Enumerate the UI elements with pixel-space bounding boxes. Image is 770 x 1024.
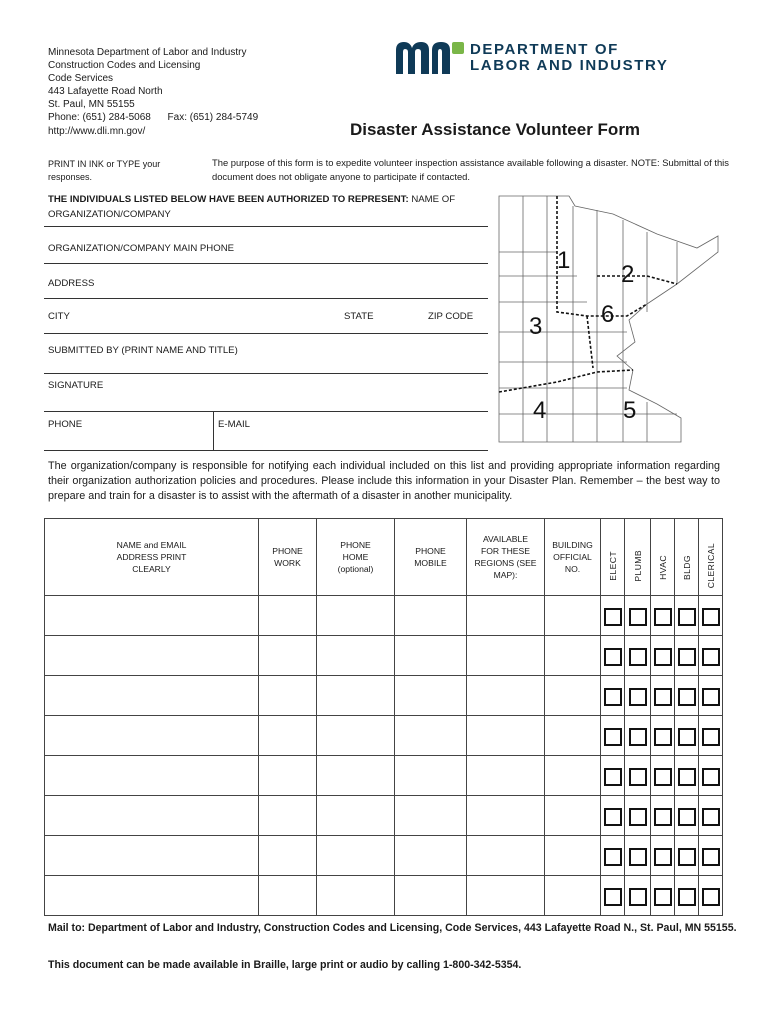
elect-checkbox[interactable]: [604, 768, 622, 786]
col-header-official: BUILDING OFFICIAL NO.: [545, 519, 601, 596]
submitted-by-label: SUBMITTED BY (PRINT NAME AND TITLE): [48, 345, 238, 356]
table-header-row: [45, 519, 723, 596]
hvac-checkbox[interactable]: [654, 728, 672, 746]
plumb-checkbox[interactable]: [629, 648, 647, 666]
dli-logo: [394, 40, 694, 80]
cell-bldg: [675, 676, 699, 716]
responsibility-paragraph: The organization/company is responsible for notifying each individual included on this list and providing appropriate information regarding their organization authorization policies and procedures. Please include this information in your Disaster Plan. Remember – the best way to prepare and train for a disaster is to assist with the aftermath of a disaster in another municipality.: [48, 460, 720, 502]
braille-notice: This document can be made available in Braille, large print or audio by calling 1-800-342-5354.: [48, 959, 522, 971]
hvac-checkbox[interactable]: [654, 848, 672, 866]
region-border: [557, 196, 647, 316]
elect-label: ELECT: [607, 550, 618, 581]
cell-regions[interactable]: [467, 716, 545, 756]
cell-phone-work[interactable]: [259, 676, 317, 716]
cell-name[interactable]: [45, 596, 259, 636]
cell-phone-home[interactable]: [317, 756, 395, 796]
cell-regions[interactable]: [467, 796, 545, 836]
cell-plumb: [625, 716, 651, 756]
clerical-checkbox[interactable]: [702, 848, 720, 866]
col-header-plumb: [625, 519, 651, 596]
plumb-checkbox[interactable]: [629, 848, 647, 866]
plumb-checkbox[interactable]: [629, 688, 647, 706]
clerical-checkbox[interactable]: [702, 808, 720, 826]
main-phone-line[interactable]: [44, 263, 488, 264]
cell-official[interactable]: [545, 876, 601, 916]
bldg-checkbox[interactable]: [678, 728, 696, 746]
table-row: [45, 716, 723, 756]
page-title: Disaster Assistance Volunteer Form: [350, 120, 641, 139]
cell-clerical: [699, 756, 723, 796]
cell-hvac: [651, 596, 675, 636]
col-header-hvac: [651, 519, 675, 596]
address-label: ADDRESS: [48, 278, 95, 289]
region-border: [499, 370, 633, 392]
bldg-checkbox[interactable]: [678, 808, 696, 826]
hvac-checkbox[interactable]: [654, 888, 672, 906]
cell-elect: [601, 876, 625, 916]
cell-hvac: [651, 636, 675, 676]
cell-phone-mobile[interactable]: [395, 876, 467, 916]
phone-email-divider: [213, 412, 214, 450]
cell-phone-work[interactable]: [259, 716, 317, 756]
minnesota-region-map: [497, 192, 720, 448]
col-header-phone-mobile: PHONE MOBILE: [395, 519, 467, 596]
address-line: Phone: (651) 284-5068 Fax: (651) 284-5749: [48, 112, 259, 124]
mail-to-text: Mail to: Department of Labor and Industry, Construction Codes and Licensing, Code Services, 443 Lafayette Road N., St. Paul, MN 55155.: [48, 922, 737, 934]
plumb-checkbox[interactable]: [629, 728, 647, 746]
col-header-clerical: [699, 519, 723, 596]
table-row: [45, 876, 723, 916]
elect-checkbox[interactable]: [604, 648, 622, 666]
bldg-checkbox[interactable]: [678, 688, 696, 706]
phone-email-line[interactable]: [44, 450, 488, 451]
clerical-checkbox[interactable]: [702, 728, 720, 746]
bldg-checkbox[interactable]: [678, 768, 696, 786]
cell-regions[interactable]: [467, 676, 545, 716]
region-label: 2: [621, 261, 635, 288]
cell-name[interactable]: [45, 716, 259, 756]
cell-phone-home[interactable]: [317, 716, 395, 756]
cell-phone-mobile[interactable]: [395, 636, 467, 676]
address-line-field[interactable]: [44, 298, 488, 299]
region-border: [587, 316, 593, 368]
cell-phone-home[interactable]: [317, 636, 395, 676]
elect-checkbox[interactable]: [604, 688, 622, 706]
plumb-checkbox[interactable]: [629, 888, 647, 906]
region-label: 4: [533, 397, 547, 424]
cell-phone-home[interactable]: [317, 796, 395, 836]
col-header-elect: [601, 519, 625, 596]
cell-regions[interactable]: [467, 636, 545, 676]
cell-plumb: [625, 676, 651, 716]
hvac-checkbox[interactable]: [654, 648, 672, 666]
cell-hvac: [651, 676, 675, 716]
table-row: [45, 676, 723, 716]
plumb-checkbox[interactable]: [629, 808, 647, 826]
cell-plumb: [625, 876, 651, 916]
cell-hvac: [651, 796, 675, 836]
cell-clerical: [699, 716, 723, 756]
cell-hvac: [651, 756, 675, 796]
cell-elect: [601, 676, 625, 716]
cell-name[interactable]: [45, 756, 259, 796]
zip-label: ZIP CODE: [428, 311, 474, 322]
purpose-text: The purpose of this form is to expedite volunteer inspection assistance available following a disaster. NOTE: Submittal of this document does not obligate anyone to participate if contacted.: [212, 157, 729, 182]
cell-clerical: [699, 596, 723, 636]
cell-clerical: [699, 836, 723, 876]
cell-name[interactable]: [45, 876, 259, 916]
cell-clerical: [699, 876, 723, 916]
bldg-checkbox[interactable]: [678, 608, 696, 626]
cell-phone-home[interactable]: [317, 836, 395, 876]
cell-phone-mobile[interactable]: [395, 676, 467, 716]
hvac-checkbox[interactable]: [654, 808, 672, 826]
cell-bldg: [675, 876, 699, 916]
cell-bldg: [675, 796, 699, 836]
region-label: 1: [557, 247, 571, 274]
cell-clerical: [699, 796, 723, 836]
mn-logo-icon: [394, 40, 466, 76]
cell-regions[interactable]: [467, 756, 545, 796]
cell-regions[interactable]: [467, 596, 545, 636]
agency-address: [48, 46, 258, 138]
city-label: CITY: [48, 311, 70, 322]
bldg-checkbox[interactable]: [678, 888, 696, 906]
bldg-checkbox[interactable]: [678, 848, 696, 866]
email-label: E-MAIL: [218, 419, 250, 430]
cell-phone-work[interactable]: [259, 876, 317, 916]
table-row: [45, 596, 723, 636]
cell-official[interactable]: [545, 636, 601, 676]
cell-elect: [601, 796, 625, 836]
cell-phone-work[interactable]: [259, 756, 317, 796]
cell-bldg: [675, 836, 699, 876]
elect-checkbox[interactable]: [604, 728, 622, 746]
website-link[interactable]: http://www.dli.mn.gov/: [48, 125, 146, 137]
region-label: 6: [601, 301, 615, 328]
submitted-by-line[interactable]: [44, 373, 488, 374]
cell-phone-work[interactable]: [259, 836, 317, 876]
cell-hvac: [651, 836, 675, 876]
cell-official[interactable]: [545, 836, 601, 876]
city-line[interactable]: [44, 333, 488, 334]
cell-phone-home[interactable]: [317, 876, 395, 916]
clerical-label: CLERICAL: [705, 542, 716, 589]
cell-bldg: [675, 636, 699, 676]
cell-phone-mobile[interactable]: [395, 756, 467, 796]
table-body: [45, 596, 723, 916]
cell-plumb: [625, 636, 651, 676]
cell-hvac: [651, 876, 675, 916]
address-line: Minnesota Department of Labor and Industry: [48, 47, 247, 58]
cell-plumb: [625, 596, 651, 636]
authorized-label: [48, 192, 488, 222]
clerical-checkbox[interactable]: [702, 688, 720, 706]
cell-regions[interactable]: [467, 876, 545, 916]
cell-official[interactable]: [545, 756, 601, 796]
logo-line: DEPARTMENT OF: [470, 41, 619, 58]
plumb-checkbox[interactable]: [629, 768, 647, 786]
cell-clerical: [699, 676, 723, 716]
cell-clerical: [699, 636, 723, 676]
hvac-checkbox[interactable]: [654, 768, 672, 786]
hvac-checkbox[interactable]: [654, 688, 672, 706]
signature-label: SIGNATURE: [48, 380, 104, 391]
plumb-label: PLUMB: [632, 549, 643, 582]
main-phone-label: ORGANIZATION/COMPANY MAIN PHONE: [48, 243, 235, 254]
cell-name[interactable]: [45, 836, 259, 876]
elect-checkbox[interactable]: [604, 808, 622, 826]
hvac-label: HVAC: [657, 555, 668, 580]
logo-wordmark: [470, 42, 669, 74]
col-header-regions: AVAILABLE FOR THESE REGIONS (SEE MAP):: [467, 519, 545, 596]
cell-plumb: [625, 836, 651, 876]
clerical-checkbox[interactable]: [702, 888, 720, 906]
region-label: 5: [623, 397, 637, 424]
address-line: Code Services: [48, 73, 114, 85]
cell-phone-mobile[interactable]: [395, 796, 467, 836]
cell-elect: [601, 836, 625, 876]
cell-official[interactable]: [545, 716, 601, 756]
cell-name[interactable]: [45, 636, 259, 676]
cell-name[interactable]: [45, 796, 259, 836]
table-row: [45, 796, 723, 836]
address-line: St. Paul, MN 55155: [48, 99, 135, 111]
bldg-label: BLDG: [681, 554, 692, 580]
clerical-checkbox[interactable]: [702, 768, 720, 786]
state-label: STATE: [344, 311, 374, 322]
authorized-rest: NAME OF ORGANIZATION/COMPANY: [48, 194, 456, 220]
cell-official[interactable]: [545, 596, 601, 636]
print-note: PRINT IN INK or TYPE your responses.: [48, 159, 161, 182]
cell-elect: [601, 596, 625, 636]
col-header-name: NAME and EMAIL ADDRESS PRINT CLEARLY: [45, 519, 259, 596]
address-line: Construction Codes and Licensing: [48, 60, 201, 72]
region-label: 3: [529, 313, 543, 340]
cell-name[interactable]: [45, 676, 259, 716]
cell-phone-work[interactable]: [259, 636, 317, 676]
table-row: [45, 756, 723, 796]
authorized-bold: THE INDIVIDUALS LISTED BELOW HAVE BEEN AUTHORIZED TO REPRESENT:: [48, 194, 409, 205]
cell-elect: [601, 636, 625, 676]
cell-elect: [601, 756, 625, 796]
volunteer-table: [44, 518, 723, 916]
cell-elect: [601, 716, 625, 756]
org-name-line[interactable]: [44, 226, 488, 227]
plumb-checkbox[interactable]: [629, 608, 647, 626]
cell-phone-home[interactable]: [317, 596, 395, 636]
clerical-checkbox[interactable]: [702, 608, 720, 626]
cell-official[interactable]: [545, 676, 601, 716]
region-border: [597, 276, 677, 284]
address-line: 443 Lafayette Road North: [48, 86, 163, 98]
cell-phone-mobile[interactable]: [395, 596, 467, 636]
cell-bldg: [675, 716, 699, 756]
cell-plumb: [625, 796, 651, 836]
cell-bldg: [675, 756, 699, 796]
col-header-phone-work: PHONE WORK: [259, 519, 317, 596]
col-header-phone-home: PHONE HOME (optional): [317, 519, 395, 596]
clerical-checkbox[interactable]: [702, 648, 720, 666]
col-header-bldg: [675, 519, 699, 596]
cell-phone-mobile[interactable]: [395, 716, 467, 756]
signature-line[interactable]: [44, 411, 488, 412]
cell-phone-work[interactable]: [259, 796, 317, 836]
hvac-checkbox[interactable]: [654, 608, 672, 626]
elect-checkbox[interactable]: [604, 888, 622, 906]
cell-regions[interactable]: [467, 836, 545, 876]
cell-phone-work[interactable]: [259, 596, 317, 636]
logo-line: LABOR AND INDUSTRY: [470, 57, 669, 74]
cell-phone-mobile[interactable]: [395, 836, 467, 876]
cell-bldg: [675, 596, 699, 636]
cell-hvac: [651, 716, 675, 756]
table-row: [45, 836, 723, 876]
phone-label: PHONE: [48, 419, 83, 430]
cell-plumb: [625, 756, 651, 796]
elect-checkbox[interactable]: [604, 608, 622, 626]
elect-checkbox[interactable]: [604, 848, 622, 866]
cell-phone-home[interactable]: [317, 676, 395, 716]
cell-official[interactable]: [545, 796, 601, 836]
table-row: [45, 636, 723, 676]
bldg-checkbox[interactable]: [678, 648, 696, 666]
